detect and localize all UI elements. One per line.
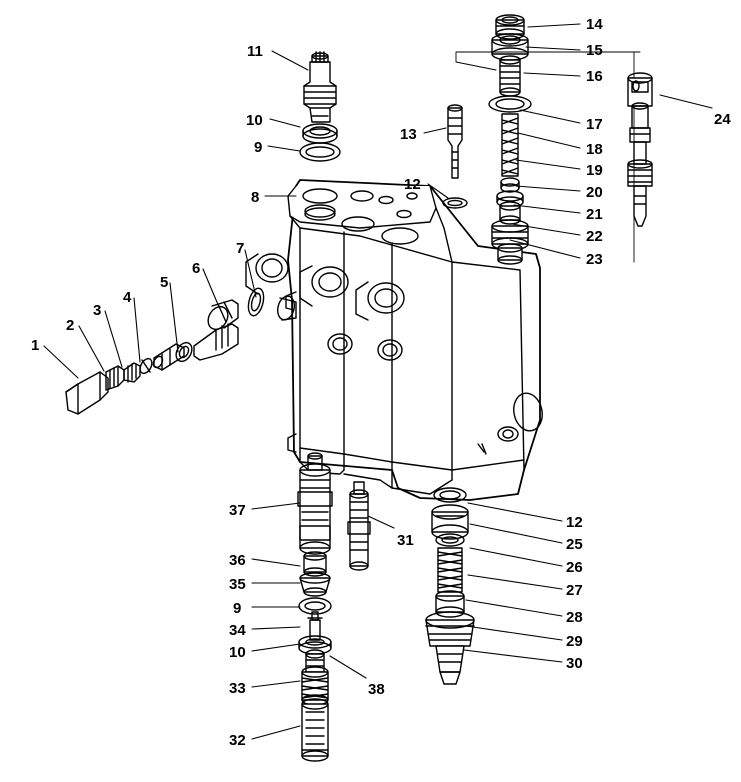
part-16 [500,56,520,96]
callout-5: 5 [160,274,169,291]
part-17 [489,96,531,112]
callout-38: 38 [368,681,385,698]
leader-line-18 [518,133,580,148]
part-12-top [443,198,467,208]
part-30 [436,646,464,684]
callout-7: 7 [236,240,245,257]
leader-line-21 [514,205,580,213]
callout-9: 9 [254,139,263,156]
callout-22: 22 [586,228,603,245]
leader-line-32 [252,726,300,739]
leader-line-16 [524,73,580,76]
callout-6: 6 [192,260,201,277]
callout-1: 1 [31,337,40,354]
part-6b [194,300,238,360]
part-3 [124,363,140,382]
callout-29: 29 [566,633,583,650]
leader-line-33 [252,681,300,687]
leader-line-24 [660,95,712,108]
part-10-top [303,124,337,143]
part-9-top [300,143,340,161]
leader-line-20 [516,186,580,191]
leader-line-11 [272,51,308,70]
leader-line-10 [270,119,300,127]
callout-20: 20 [586,184,603,201]
part-18 [502,114,518,176]
leader-line-36 [252,559,300,566]
callout-27: 27 [566,582,583,599]
callout-23: 23 [586,251,603,268]
callout-12: 12 [404,176,421,193]
part-32 [302,699,328,761]
part-26 [436,534,464,546]
callout-9: 9 [233,600,242,617]
callout-15: 15 [586,42,603,59]
leader-line-6 [203,269,219,307]
callout-10: 10 [229,644,246,661]
leader-line-4 [134,298,140,362]
callout-30: 30 [566,655,583,672]
leader-line-28 [466,600,562,616]
part-38 [306,650,324,672]
leader-line-17 [520,110,580,123]
part-31 [348,482,370,570]
part-7 [246,287,266,318]
leader-line-1 [44,346,78,378]
leader-line-27 [468,575,562,589]
leader-line-3 [105,311,122,367]
callout-35: 35 [229,576,246,593]
callout-32: 32 [229,732,246,749]
callout-28: 28 [566,609,583,626]
leader-line-13 [424,128,446,133]
part-13 [448,105,462,178]
leader-line-34 [252,627,300,629]
callout-13: 13 [400,126,417,143]
part-37 [298,453,332,554]
leader-line-5 [170,283,178,352]
leader-line-14 [528,24,580,27]
leader-line-10 [252,644,300,651]
part-27 [438,548,462,592]
callout-21: 21 [586,206,603,223]
leader-line-30 [464,650,562,662]
callout-17: 17 [586,116,603,133]
callout-36: 36 [229,552,246,569]
leader-line-2 [79,326,104,371]
callout-16: 16 [586,68,603,85]
part-10-lower [299,636,331,654]
leader-line-12 [468,503,562,521]
callout-34: 34 [229,622,246,639]
part-24 [628,73,652,226]
callout-33: 33 [229,680,246,697]
leader-line-15 [526,47,580,50]
callout-26: 26 [566,559,583,576]
leader-line-37 [252,503,300,509]
callout-10: 10 [246,112,263,129]
leader-line-25 [470,524,562,543]
callout-37: 37 [229,502,246,519]
part-1 [66,372,108,414]
callout-4: 4 [123,289,132,306]
leader-line-19 [516,160,580,169]
leader-line-38 [330,656,366,678]
callout-25: 25 [566,536,583,553]
leader-line-29 [466,626,562,640]
callout-24: 24 [714,111,731,128]
callout-2: 2 [66,317,75,334]
leader-line-9 [268,146,300,151]
callout-31: 31 [397,532,414,549]
callout-8: 8 [251,189,260,206]
callout-19: 19 [586,162,603,179]
callout-12: 12 [566,514,583,531]
leader-line-31 [368,516,394,528]
callout-18: 18 [586,141,603,158]
callout-11: 11 [247,43,263,60]
leader-line-26 [470,548,562,566]
part-19 [501,178,519,192]
callout-14: 14 [586,16,603,33]
part-11 [304,52,336,122]
callout-3: 3 [93,302,102,319]
